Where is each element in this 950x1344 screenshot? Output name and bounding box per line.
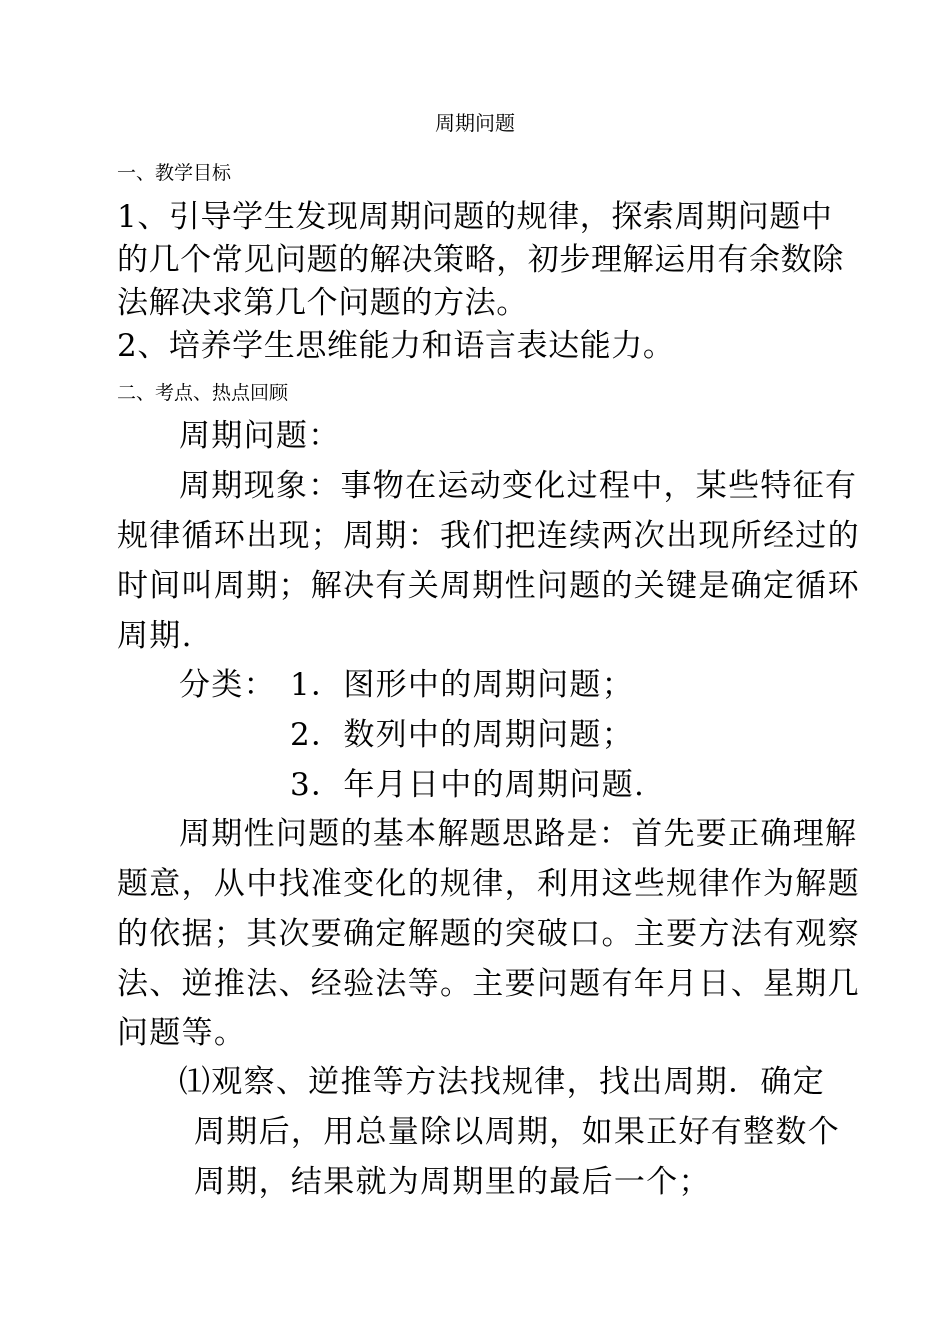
goal-2: 2、培养学生思维能力和语言表达能力。	[117, 328, 675, 364]
approach-line-4: 法、逆推法、经验法等。主要问题有年月日、星期几	[117, 966, 860, 1002]
approach-line-5: 问题等。	[117, 1015, 247, 1051]
phenomenon-line-2: 规律循环出现；周期：我们把连续两次出现所经过的	[117, 518, 860, 554]
point-1-line-1: ⑴观察、逆推等方法找规律，找出周期．确定	[179, 1064, 825, 1100]
category-item-3: 3．年月日中的周期问题.	[290, 767, 646, 803]
category-label: 分类：	[179, 667, 276, 703]
goal-1-line-3: 法解决求第几个问题的方法。	[117, 285, 528, 321]
section-heading-review: 二、考点、热点回顾	[117, 382, 289, 404]
phenomenon-line-1: 周期现象：事物在运动变化过程中，某些特征有	[179, 468, 858, 504]
phenomenon-line-4: 周期.	[117, 618, 193, 654]
review-subheading: 周期问题：	[179, 418, 341, 454]
point-1-line-2: 周期后，用总量除以周期，如果正好有整数个	[194, 1114, 840, 1150]
approach-line-1: 周期性问题的基本解题思路是：首先要正确理解	[179, 816, 858, 852]
document-title: 周期问题	[435, 111, 515, 135]
point-1-line-3: 周期，结果就为周期里的最后一个；	[194, 1164, 711, 1200]
category-item-2: 2．数列中的周期问题；	[290, 717, 635, 753]
approach-line-3: 的依据；其次要确定解题的突破口。主要方法有观察	[117, 916, 860, 952]
phenomenon-line-3: 时间叫周期；解决有关周期性问题的关键是确定循环	[117, 568, 860, 604]
goal-1-line-2: 的几个常见问题的解决策略，初步理解运用有余数除	[117, 242, 844, 278]
approach-line-2: 题意，从中找准变化的规律，利用这些规律作为解题	[117, 866, 860, 902]
section-heading-goals: 一、教学目标	[117, 162, 232, 184]
category-item-1: 1．图形中的周期问题；	[290, 667, 635, 703]
goal-1-line-1: 1、引导学生发现周期问题的规律，探索周期问题中	[117, 199, 833, 235]
